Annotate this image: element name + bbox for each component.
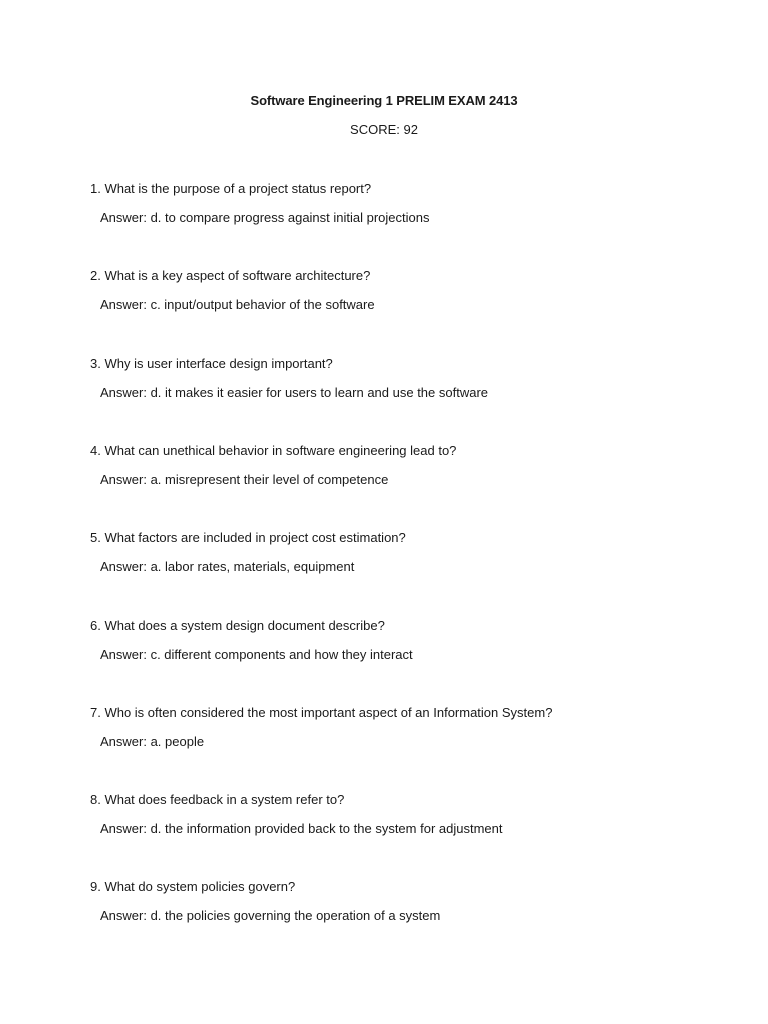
answer-text: Answer: c. input/output behavior of the software <box>100 297 375 312</box>
answer-text: Answer: d. to compare progress against initial projections <box>100 210 430 225</box>
qa-item <box>90 355 730 401</box>
question-text: 5. What factors are included in project cost estimation? <box>90 530 406 545</box>
document-title: Software Engineering 1 PRELIM EXAM 2413 <box>250 93 518 108</box>
answer-text: Answer: a. people <box>100 734 205 749</box>
question-text: 4. What can unethical behavior in software engineering lead to? <box>90 443 457 458</box>
qa-item <box>90 878 730 924</box>
answer-text: Answer: c. different components and how they interact <box>100 647 413 662</box>
answer-text: Answer: d. it makes it easier for users to learn and use the software <box>100 385 489 400</box>
question-text: 8. What does feedback in a system refer to? <box>90 792 345 807</box>
qa-item <box>90 617 730 663</box>
qa-item <box>90 791 730 837</box>
qa-item <box>90 180 730 226</box>
question-text: 7. Who is often considered the most important aspect of an Information System? <box>90 705 553 720</box>
qa-item <box>90 267 730 313</box>
qa-item <box>90 704 730 750</box>
answer-text: Answer: d. the information provided back to the system for adjustment <box>100 821 503 836</box>
question-text: 6. What does a system design document describe? <box>90 618 385 633</box>
answer-text: Answer: d. the policies governing the operation of a system <box>100 908 441 923</box>
answer-text: Answer: a. labor rates, materials, equipment <box>100 559 355 574</box>
question-text: 1. What is the purpose of a project status report? <box>90 181 372 196</box>
score-text: SCORE: 92 <box>350 122 418 137</box>
answer-text: Answer: a. misrepresent their level of competence <box>100 472 389 487</box>
question-text: 2. What is a key aspect of software architecture? <box>90 268 371 283</box>
qa-item <box>90 442 730 488</box>
question-text: 3. Why is user interface design important? <box>90 356 333 371</box>
question-text: 9. What do system policies govern? <box>90 879 296 894</box>
qa-item <box>90 529 730 575</box>
